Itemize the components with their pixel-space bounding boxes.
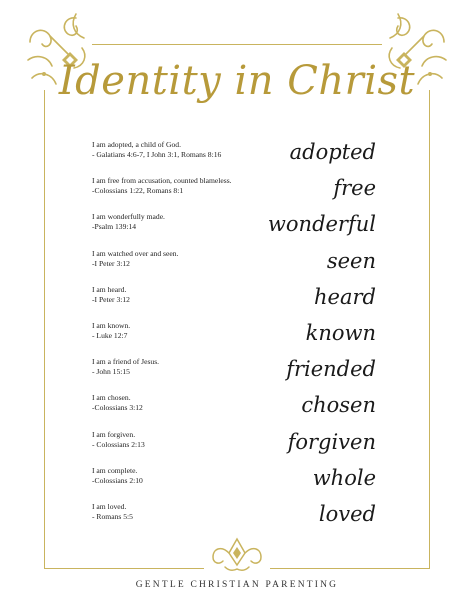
scripture-reference: - Colossians 2:13 [92, 439, 145, 449]
identity-row-wonderful [92, 212, 382, 248]
identity-statement: I am watched over and seen. [92, 248, 179, 258]
scripture-reference: - Galatians 4:6-7, I John 3:1, Romans 8:16 [92, 150, 222, 159]
identity-row-friended [92, 357, 382, 393]
identity-word: seen [326, 248, 376, 273]
identity-statement: I am forgiven. [92, 429, 136, 439]
identity-row-free [92, 176, 382, 212]
identity-statement: I am complete. [92, 465, 138, 475]
identity-statement: I am heard. [92, 284, 127, 294]
bottom-ornament-icon [207, 535, 267, 575]
identity-row-loved [92, 502, 382, 538]
scripture-reference: - Romans 5:5 [92, 511, 133, 521]
identity-word: known [305, 320, 376, 345]
identity-word: free [333, 176, 376, 201]
identity-row-whole [92, 466, 382, 502]
identity-row-forgiven [92, 430, 382, 466]
frame-right-line [429, 90, 430, 568]
identity-row-heard [92, 285, 382, 321]
identity-statement: I am free from accusation, counted blameless. [92, 176, 232, 186]
identity-statement: I am wonderfully made. [92, 212, 165, 222]
identity-word: chosen [301, 393, 376, 418]
identity-statement: I am loved. [92, 501, 127, 511]
identity-word: wonderful [267, 212, 376, 237]
scripture-reference: - Luke 12:7 [92, 330, 128, 340]
identity-list [92, 140, 382, 538]
frame-top-line [92, 44, 382, 45]
scripture-reference: -Psalm 139:14 [92, 222, 137, 232]
identity-word: loved [318, 501, 376, 526]
scripture-reference: -I Peter 3:12 [92, 294, 130, 304]
footer-brand: GENTLE CHRISTIAN PARENTING [135, 580, 339, 590]
frame-left-line [44, 90, 45, 568]
identity-statement: I am chosen. [92, 393, 131, 403]
scripture-reference: -Colossians 1:22, Romans 8:1 [92, 186, 184, 196]
frame-bottom-right-line [270, 568, 430, 569]
identity-row-chosen [92, 393, 382, 429]
identity-word: adopted [289, 140, 376, 164]
scripture-reference: - John 15:15 [92, 367, 130, 377]
scripture-reference: -Colossians 3:12 [92, 403, 143, 413]
identity-word: friended [286, 357, 376, 382]
identity-statement: I am adopted, a child of God. [92, 140, 181, 149]
page-title: Identity in Christ [58, 58, 416, 104]
identity-row-known [92, 321, 382, 357]
scripture-reference: -Colossians 2:10 [92, 475, 143, 485]
identity-word: forgiven [287, 429, 376, 454]
identity-statement: I am a friend of Jesus. [92, 357, 160, 367]
frame-bottom-left-line [44, 568, 204, 569]
identity-row-adopted [92, 140, 382, 176]
identity-row-seen [92, 249, 382, 285]
identity-statement: I am known. [92, 320, 131, 330]
identity-word: whole [312, 465, 376, 490]
identity-word: heard [314, 284, 376, 309]
scripture-reference: -I Peter 3:12 [92, 258, 130, 268]
